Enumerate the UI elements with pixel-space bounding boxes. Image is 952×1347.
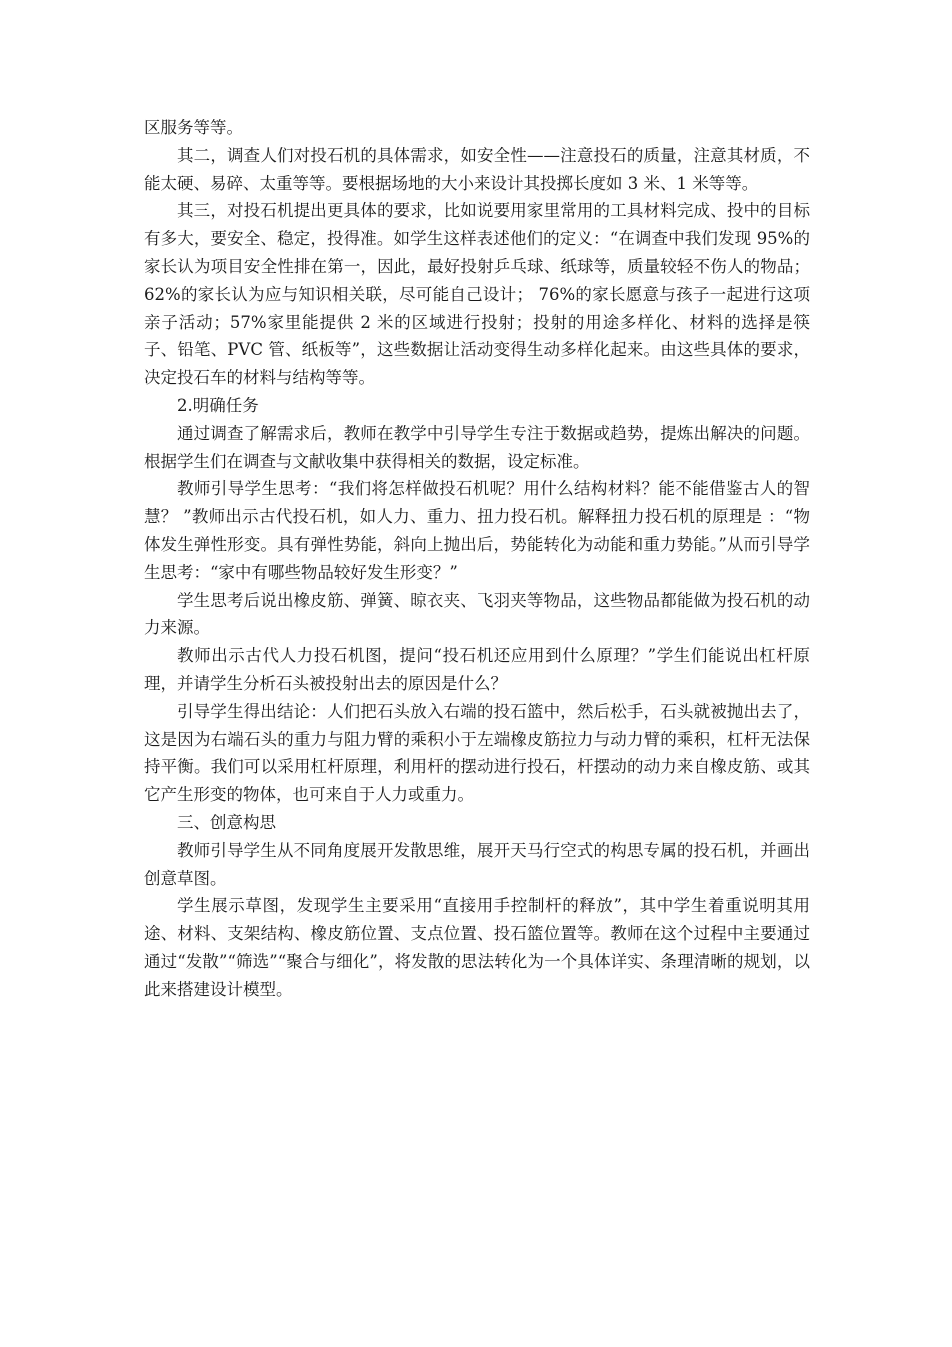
paragraph-continuation: 区服务等等。 [144,118,243,137]
section-heading-creative-design: 三、创意构思 [177,812,276,832]
paragraph-conclusion: 引导学生得出结论：人们把石头放入右端的投石篮中，然后松手，石头就被抛出去了，这是因为右端石头的重力与阻力臂的乘积小于左端橡皮筋拉力与动力臂的乘积，杠杆无法保持平衡。我们可以采用杠杆原理，利用杆的摆动进行投石，杆摆动的动力来自橡皮筋、或其它产生形变的物体，也可来自于人力或重力。 [144,701,810,805]
paragraph-sketch-display: 学生展示草图，发现学生主要采用“直接用手控制杆的释放”，其中学生着重说明其用途、材料、支架结构、橡皮筋位置、支点位置、投石篮位置等。教师在这个过程中主要通过通过“发散”“筛选”“聚合与细化”，将发散的思法转化为一个具体详实、条理清晰的规划，以此来搭建设计模型。 [144,896,810,999]
paragraph-lever-principle: 教师出示古代人力投石机图，提问“投石机还应用到什么原理？”学生们能说出杠杆原理，并请学生分析石头被投射出去的原因是什么？ [144,646,810,693]
paragraph-survey-needs: 其二，调查人们对投石机的具体需求，如安全性——注意投石的质量，注意其材质，不能太硬、易碎、太重等等。要根据场地的大小来设计其投掷长度如 3 米、1 米等等。 [144,145,810,193]
paragraph-student-thinking: 学生思考后说出橡皮筋、弹簧、晾衣夹、飞羽夹等物品，这些物品都能做为投石机的动力来源。 [144,590,810,638]
body-text [144,114,810,1004]
paragraph-divergent-thinking: 教师引导学生从不同角度展开发散思维，展开天马行空式的构思专属的投石机，并画出创意草图。 [144,840,810,888]
section-heading-clarify-task: 2.明确任务 [177,395,259,415]
paragraph-specific-requirements: 其三，对投石机提出更具体的要求，比如说要用家里常用的工具材料完成、投中的目标有多大，要安全、稳定，投得准。如学生这样表述他们的定义：“在调查中我们发现 95%的家长认为项目安全性排在第一，因此，最好投射乒乓球、纸球等，质量较轻不伤人的物品；62%的家长认为应与知识相关联，尽可能自己设计； 76%的家长愿意与孩子一起进行这项亲子活动；57%家里能提供 2 米的区域进行投射；投射的用途多样化、材料的选择是筷子、铅笔、PVC 管、纸板等”，这些数据让活动变得生动多样化起来。由这些具体的要求，决定投石车的材料与结构等等。 [144,201,810,388]
paragraph-teacher-guidance: 教师引导学生思考：“我们将怎样做投石机呢？用什么结构材料？能不能借鉴古人的智慧？ ”教师出示古代投石机，如人力、重力、扭力投石机。解释扭力投石机的原理是 ：“物体发生弹性形变。具有弹性势能，斜向上抛出后，势能转化为动能和重力势能。”从而引导学生思考：“家中有哪些物品较好发生形变？” [144,479,810,582]
paragraph-clarify-task: 通过调查了解需求后，教师在教学中引导学生专注于数据或趋势，提炼出解决的问题。根据学生们在调查与文献收集中获得相关的数据，设定标准。 [144,423,810,471]
